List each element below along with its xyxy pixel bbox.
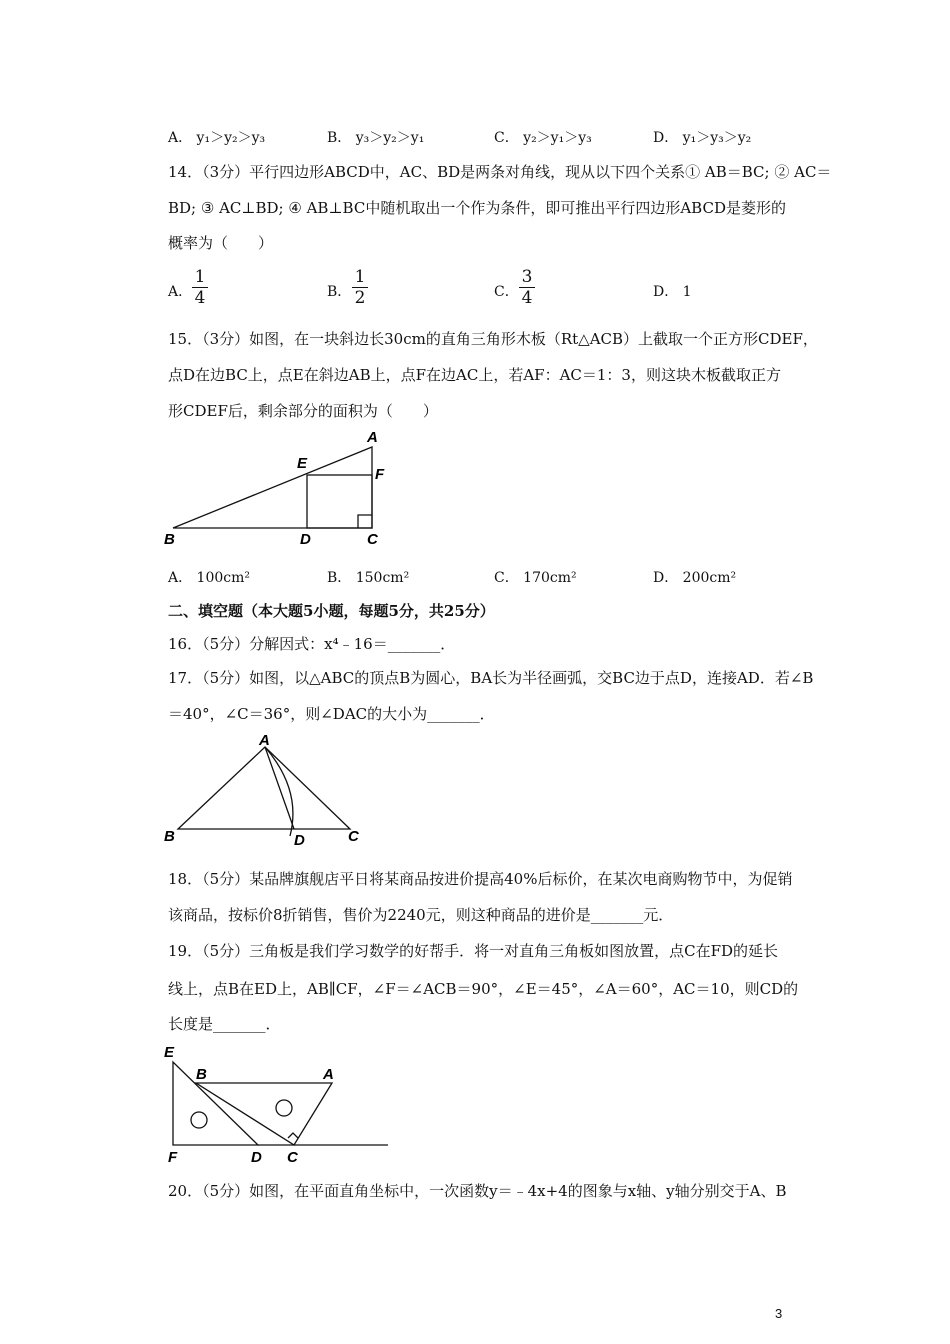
fraction-denominator: 4 bbox=[521, 288, 533, 308]
label-a: A bbox=[367, 429, 378, 446]
fraction-numerator: 3 bbox=[519, 268, 535, 288]
q19-line-2: 线上，点B在ED上，AB∥CF，∠F＝∠ACB＝90°，∠E＝45°，∠A＝60°，AC＝10，则CD的 bbox=[168, 980, 799, 998]
label-f: F bbox=[168, 1149, 178, 1166]
label-c: C bbox=[287, 1149, 298, 1166]
label-c: C bbox=[348, 828, 359, 845]
q14-line-2: BD; ③ AC⊥BD; ④ AB⊥BC中随机取出一个作为条件，即可推出平行四边形ABCD是菱形的 bbox=[168, 199, 786, 217]
label-d: D bbox=[300, 531, 311, 548]
q15-option-a: A． 100cm² bbox=[168, 570, 251, 586]
q13-option-d: D． y₁＞y₃＞y₂ bbox=[653, 130, 752, 146]
q14-option-a-fraction bbox=[192, 268, 208, 307]
triangle-hole-1 bbox=[191, 1112, 207, 1128]
q15-line-3: 形CDEF后，剩余部分的面积为（ ） bbox=[168, 402, 438, 420]
q13-option-a: A． y₁＞y₂＞y₃ bbox=[168, 130, 266, 146]
square-cdef bbox=[307, 475, 372, 528]
q17-line-2: ＝40°，∠C＝36°，则∠DAC的大小为_______． bbox=[168, 705, 495, 723]
q14-option-b-label: B． bbox=[327, 284, 352, 300]
q14-option-b-fraction bbox=[352, 268, 368, 307]
right-angle-mark bbox=[288, 1133, 298, 1138]
q14-line-1: 14．（3分）平行四边形ABCD中，AC、BD是两条对角线，现从以下四个关系① AB＝BC; ② AC＝ bbox=[168, 163, 832, 181]
fraction-denominator: 2 bbox=[354, 288, 366, 308]
label-a: A bbox=[259, 732, 270, 749]
label-f: F bbox=[375, 466, 385, 483]
label-b: B bbox=[196, 1066, 207, 1083]
label-b: B bbox=[164, 828, 175, 845]
q15-option-c: C． 170cm² bbox=[494, 570, 577, 586]
label-c: C bbox=[367, 531, 378, 548]
triangle-bac bbox=[196, 1083, 332, 1145]
q14-option-c-label: C． bbox=[494, 284, 519, 300]
q13-option-c: C． y₂＞y₁＞y₃ bbox=[494, 130, 592, 146]
right-angle-mark bbox=[358, 515, 372, 528]
q14-option-a-label: A． bbox=[168, 284, 193, 300]
q14-line-3: 概率为（ ） bbox=[168, 234, 274, 252]
triangle-efd bbox=[173, 1062, 258, 1145]
q18-line-2: 该商品，按标价8折销售，售价为2240元，则这种商品的进价是_______元． bbox=[168, 906, 674, 924]
label-d: D bbox=[251, 1149, 262, 1166]
triangle-abc bbox=[178, 747, 350, 829]
triangle-acb bbox=[173, 447, 372, 528]
label-b: B bbox=[164, 531, 175, 548]
label-d: D bbox=[294, 832, 305, 849]
segment-ad bbox=[265, 747, 294, 829]
q15-line-2: 点D在边BC上，点E在斜边AB上，点F在边AC上，若AF：AC＝1：3，则这块木板截取正方 bbox=[168, 366, 781, 384]
page-number: 3 bbox=[775, 1306, 783, 1321]
q19-line-1: 19．（5分）三角板是我们学习数学的好帮手．将一对直角三角板如图放置，点C在FD的延长 bbox=[168, 942, 779, 960]
q17-line-1: 17．（5分）如图，以△ABC的顶点B为圆心，BA长为半径画弧，交BC边于点D，连接AD．若∠B bbox=[168, 669, 814, 687]
q18-line-1: 18．（5分）某品牌旗舰店平日将某商品按进价提高40%后标价，在某次电商购物节中，为促销 bbox=[168, 870, 793, 888]
q14-option-d: D． 1 bbox=[653, 284, 692, 300]
section-2-title: 二、填空题（本大题5小题，每题5分，共25分） bbox=[168, 602, 495, 620]
q19-line-3: 长度是_______． bbox=[168, 1015, 281, 1033]
label-e: E bbox=[164, 1044, 175, 1061]
q20-line: 20．（5分）如图，在平面直角坐标中，一次函数y＝﹣4x+4的图象与x轴、y轴分别交于A、B bbox=[168, 1182, 787, 1200]
triangle-hole-2 bbox=[276, 1100, 292, 1116]
q15-line-1: 15．（3分）如图，在一块斜边长30cm的直角三角形木板（Rt△ACB）上截取一个正方形CDEF， bbox=[168, 330, 818, 348]
arc-ad bbox=[265, 747, 293, 836]
q16-line: 16．（5分）分解因式：x⁴﹣16＝_______． bbox=[168, 635, 456, 653]
q13-option-b: B． y₃＞y₂＞y₁ bbox=[327, 130, 425, 146]
fraction-numerator: 1 bbox=[352, 268, 368, 288]
fraction-denominator: 4 bbox=[194, 288, 206, 308]
label-e: E bbox=[297, 455, 308, 472]
q14-option-c-fraction bbox=[519, 268, 535, 307]
label-a: A bbox=[323, 1066, 334, 1083]
q15-option-d: D． 200cm² bbox=[653, 570, 737, 586]
fraction-numerator: 1 bbox=[192, 268, 208, 288]
q15-option-b: B． 150cm² bbox=[327, 570, 410, 586]
